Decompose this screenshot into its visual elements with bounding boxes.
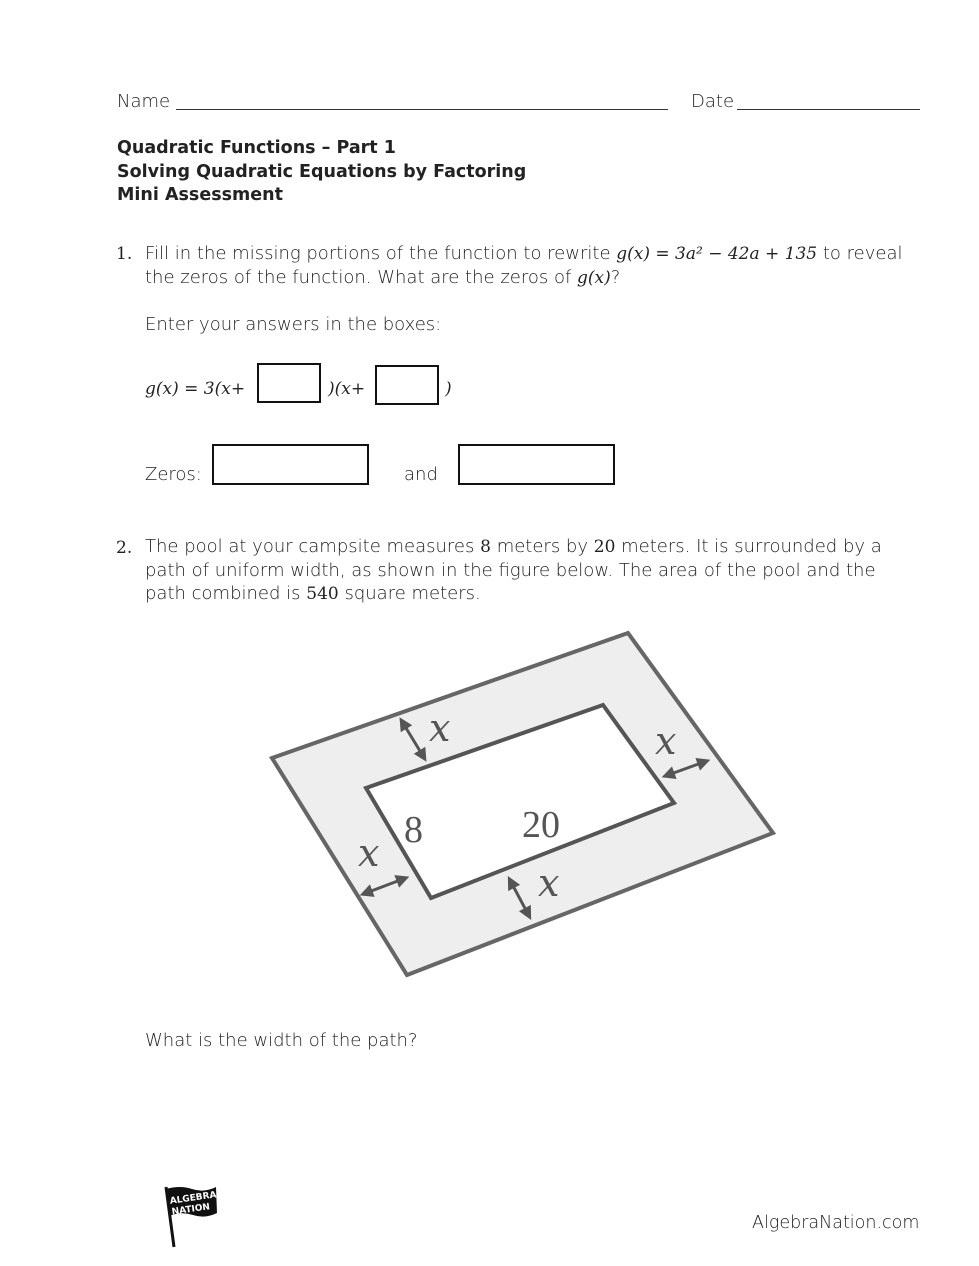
logo-text-2: NATION: [171, 1202, 211, 1218]
title-line-2: Solving Quadratic Equations by Factoring: [117, 161, 527, 182]
equation-prefix: g(x) = 3(x+: [145, 379, 246, 399]
x-label-bottom: x: [538, 861, 560, 905]
date-label: Date: [691, 91, 735, 112]
q2-value-8: 8: [480, 537, 491, 557]
q2-text-a: The pool at your campsite measures: [145, 536, 475, 557]
q1-expression-2: g(x): [577, 268, 611, 288]
question-1-line-2: [145, 266, 620, 291]
title-line-3: Mini Assessment: [117, 185, 283, 205]
zeros-label: Zeros:: [145, 464, 202, 485]
pool-width-label: 8: [404, 809, 423, 851]
pool-figure: [260, 625, 790, 985]
site-footer-link[interactable]: AlgebraNation.com: [752, 1213, 920, 1233]
question-2-number: 2.: [116, 538, 133, 558]
x-label-left: x: [358, 831, 380, 875]
equation-mid: )(x+: [328, 379, 366, 399]
x-label-top: x: [429, 706, 451, 750]
q1-text-b: to reveal: [822, 243, 903, 264]
zero-answer-box-2[interactable]: [458, 444, 615, 485]
q2-text-d: path combined is: [145, 583, 301, 604]
pool-length-label: 20: [522, 804, 560, 846]
q2-question: What is the width of the path?: [145, 1030, 418, 1051]
zero-answer-box-1[interactable]: [212, 444, 369, 485]
q1-expression: g(x) = 3a² − 42a + 135: [616, 244, 818, 264]
answer-box-1[interactable]: [257, 363, 321, 403]
name-label: Name: [117, 91, 171, 112]
title-line-1: Quadratic Functions – Part 1: [117, 138, 396, 158]
q2-text-e: square meters.: [344, 583, 481, 604]
page-title: [117, 137, 526, 208]
question-2-line-3: [145, 582, 481, 607]
q1-text-a: Fill in the missing portions of the function to rewrite: [145, 243, 611, 264]
logo-text-1: ALGEBRA: [169, 1190, 218, 1207]
date-field[interactable]: [737, 109, 920, 110]
question-2-line-2: path of uniform width, as shown in the figure below. The area of the pool and the: [145, 560, 876, 581]
question-2-line-1: [145, 535, 882, 560]
x-label-right: x: [655, 719, 677, 763]
q2-value-20: 20: [593, 537, 616, 557]
q1-text-c: the zeros of the function. What are the zeros of: [145, 267, 572, 288]
equation-end: ): [445, 379, 452, 399]
q2-text-b: meters by: [496, 536, 589, 557]
q2-value-540: 540: [306, 584, 339, 604]
q2-text-c: meters. It is surrounded by a: [621, 536, 882, 557]
answer-box-2[interactable]: [375, 365, 439, 405]
question-1-line-1: [145, 242, 903, 267]
question-1-number: 1.: [116, 244, 133, 264]
q1-instruction: Enter your answers in the boxes:: [145, 314, 442, 335]
algebra-nation-logo: [160, 1183, 222, 1249]
q1-text-d: ?: [610, 267, 621, 288]
name-field[interactable]: [176, 109, 668, 110]
and-label: and: [404, 464, 438, 485]
